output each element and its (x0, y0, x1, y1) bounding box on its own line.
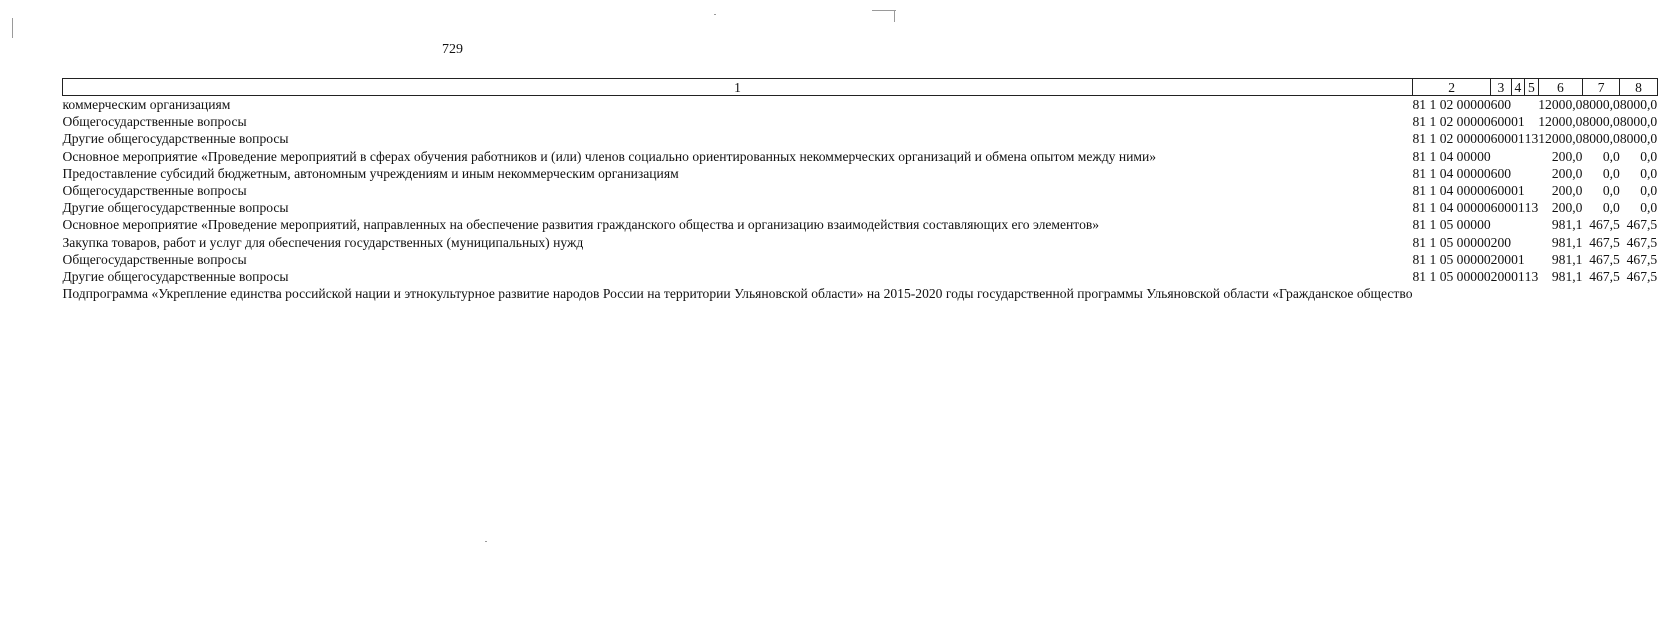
target-code: 81 1 02 00000 (1412, 114, 1491, 130)
column-header: 3 (1491, 79, 1511, 96)
amount-col-8: 467,5 (1626, 234, 1658, 250)
row-name: Другие общегосударственные вопросы (62, 269, 289, 285)
expense-type: 600 (1490, 183, 1512, 199)
target-code: 81 1 05 00000 (1412, 269, 1491, 285)
expense-type (1491, 285, 1511, 302)
amount-col-8: 0,0 (1640, 200, 1658, 216)
section-code: 01 (1511, 269, 1525, 285)
subsection-code: 13 (1524, 200, 1539, 216)
amount-col-6: 12000,0 (1538, 114, 1583, 130)
expense-type: 600 (1490, 165, 1512, 181)
column-header: 8 (1620, 79, 1657, 96)
amount-col-8: 0,0 (1640, 183, 1658, 199)
subsection-code (1525, 182, 1539, 199)
expense-type: 600 (1490, 200, 1512, 216)
table-row (63, 251, 1658, 268)
section-code (1511, 234, 1525, 251)
subsection-code: 13 (1524, 269, 1539, 285)
table-row (63, 182, 1658, 199)
page-number: 729 (442, 42, 463, 57)
expense-type: 200 (1490, 269, 1512, 285)
subsection-code (1525, 234, 1539, 251)
row-name: Предоставление субсидий бюджетным, автономным учреждениям и иным некоммерческим организациям (62, 165, 679, 181)
amount-col-8: 467,5 (1626, 251, 1658, 267)
section-code (1511, 285, 1525, 302)
amount-col-6: 981,1 (1551, 251, 1583, 267)
target-code (1413, 285, 1491, 302)
column-header: 1 (63, 79, 1413, 96)
amount-col-7: 0,0 (1602, 148, 1620, 164)
amount-col-7: 0,0 (1602, 165, 1620, 181)
amount-col-6: 200,0 (1551, 148, 1583, 164)
row-name: коммерческим организациям (62, 97, 231, 112)
target-code: 81 1 04 00000 (1412, 200, 1491, 216)
scan-artifact (714, 14, 716, 15)
row-name: Основное мероприятие «Проведение мероприятий, направленных на обеспечение развития гражданского общества и организацию взаимодействия составляющих его элементов» (62, 217, 1100, 233)
amount-col-8: 467,5 (1626, 269, 1658, 285)
budget-table (62, 78, 1658, 302)
target-code: 81 1 05 00000 (1412, 217, 1491, 233)
amount-col-6: 12000,0 (1538, 97, 1583, 112)
amount-col-8: 8000,0 (1619, 97, 1658, 112)
subsection-code (1525, 113, 1539, 130)
amount-col-7: 467,5 (1589, 234, 1620, 250)
target-code: 81 1 05 00000 (1412, 251, 1491, 267)
amount-col-8: 8000,0 (1619, 131, 1658, 147)
column-header: 2 (1413, 79, 1491, 96)
amount-col-7: 8000,0 (1582, 131, 1620, 147)
table-row (63, 96, 1658, 114)
header-row (63, 79, 1658, 96)
amount-col-6: 200,0 (1551, 165, 1583, 181)
subsection-code (1525, 216, 1539, 233)
subsection-code (1525, 165, 1539, 182)
row-name: Общегосударственные вопросы (62, 114, 247, 130)
scan-artifact (12, 18, 13, 38)
amount-col-6: 981,1 (1551, 269, 1583, 285)
column-header: 5 (1525, 79, 1539, 96)
subsection-code (1525, 251, 1539, 268)
amount-col-8 (1620, 285, 1657, 302)
table-row (63, 130, 1658, 147)
section-code: 01 (1511, 200, 1525, 216)
column-header: 7 (1582, 79, 1619, 96)
amount-col-6: 12000,0 (1538, 131, 1583, 147)
section-code (1511, 148, 1525, 165)
amount-col-7: 8000,0 (1582, 114, 1620, 130)
subsection-code (1525, 148, 1539, 165)
amount-col-7 (1582, 285, 1619, 302)
amount-col-7: 467,5 (1589, 251, 1620, 267)
amount-col-7: 467,5 (1589, 217, 1620, 233)
target-code: 81 1 05 00000 (1412, 234, 1491, 250)
row-name: Закупка товаров, работ и услуг для обеспечения государственных (муниципальных) нужд (62, 234, 584, 250)
expense-type: 600 (1490, 97, 1512, 112)
table-row (63, 148, 1658, 165)
amount-col-6: 981,1 (1551, 217, 1583, 233)
amount-col-6: 200,0 (1551, 183, 1583, 199)
table-row (63, 216, 1658, 233)
amount-col-7: 0,0 (1602, 183, 1620, 199)
target-code: 81 1 04 00000 (1412, 165, 1491, 181)
table-row (63, 113, 1658, 130)
amount-col-7: 8000,0 (1582, 97, 1620, 112)
section-code: 01 (1511, 131, 1525, 147)
row-name: Подпрограмма «Укрепление единства российской нации и этнокультурное развитие народов России на территории Ульяновской области» на 2015-2020 годы государственной программы Ульяновской области «Гражданское общество (62, 286, 1413, 302)
row-name: Другие общегосударственные вопросы (62, 131, 289, 147)
expense-type: 600 (1490, 114, 1512, 130)
table-row (63, 165, 1658, 182)
column-header: 4 (1511, 79, 1525, 96)
table-row (63, 285, 1658, 302)
subsection-code: 13 (1524, 131, 1539, 147)
target-code: 81 1 02 00000 (1412, 97, 1491, 112)
row-name: Общегосударственные вопросы (62, 251, 247, 267)
amount-col-8: 0,0 (1640, 165, 1658, 181)
section-code (1511, 216, 1525, 233)
scan-artifact (485, 541, 487, 542)
amount-col-6: 200,0 (1551, 200, 1583, 216)
subsection-code (1525, 96, 1539, 114)
scan-artifact (894, 10, 895, 22)
target-code: 81 1 02 00000 (1412, 131, 1491, 147)
section-code: 01 (1511, 251, 1525, 267)
subsection-code (1525, 285, 1539, 302)
expense-type (1491, 216, 1511, 233)
section-code (1511, 165, 1525, 182)
target-code: 81 1 04 00000 (1412, 148, 1491, 164)
amount-col-8: 0,0 (1640, 148, 1658, 164)
amount-col-8: 467,5 (1626, 217, 1658, 233)
amount-col-7: 0,0 (1602, 200, 1620, 216)
table-row (63, 199, 1658, 216)
amount-col-6 (1538, 285, 1582, 302)
table-row (63, 268, 1658, 285)
column-header: 6 (1538, 79, 1582, 96)
section-code (1511, 96, 1525, 114)
table-row (63, 234, 1658, 251)
target-code: 81 1 04 00000 (1412, 183, 1491, 199)
expense-type: 200 (1490, 251, 1512, 267)
section-code: 01 (1511, 183, 1525, 199)
row-name: Другие общегосударственные вопросы (62, 200, 289, 216)
expense-type: 200 (1490, 234, 1512, 250)
amount-col-8: 8000,0 (1619, 114, 1658, 130)
amount-col-7: 467,5 (1589, 269, 1620, 285)
expense-type (1491, 148, 1511, 165)
row-name: Общегосударственные вопросы (62, 183, 247, 199)
scan-artifact (872, 10, 896, 11)
expense-type: 600 (1490, 131, 1512, 147)
section-code: 01 (1511, 114, 1525, 130)
row-name: Основное мероприятие «Проведение мероприятий в сферах обучения работников и (или) членов социально ориентированных некоммерческих организаций и обмена опытом между ними» (62, 148, 1157, 164)
amount-col-6: 981,1 (1551, 234, 1583, 250)
